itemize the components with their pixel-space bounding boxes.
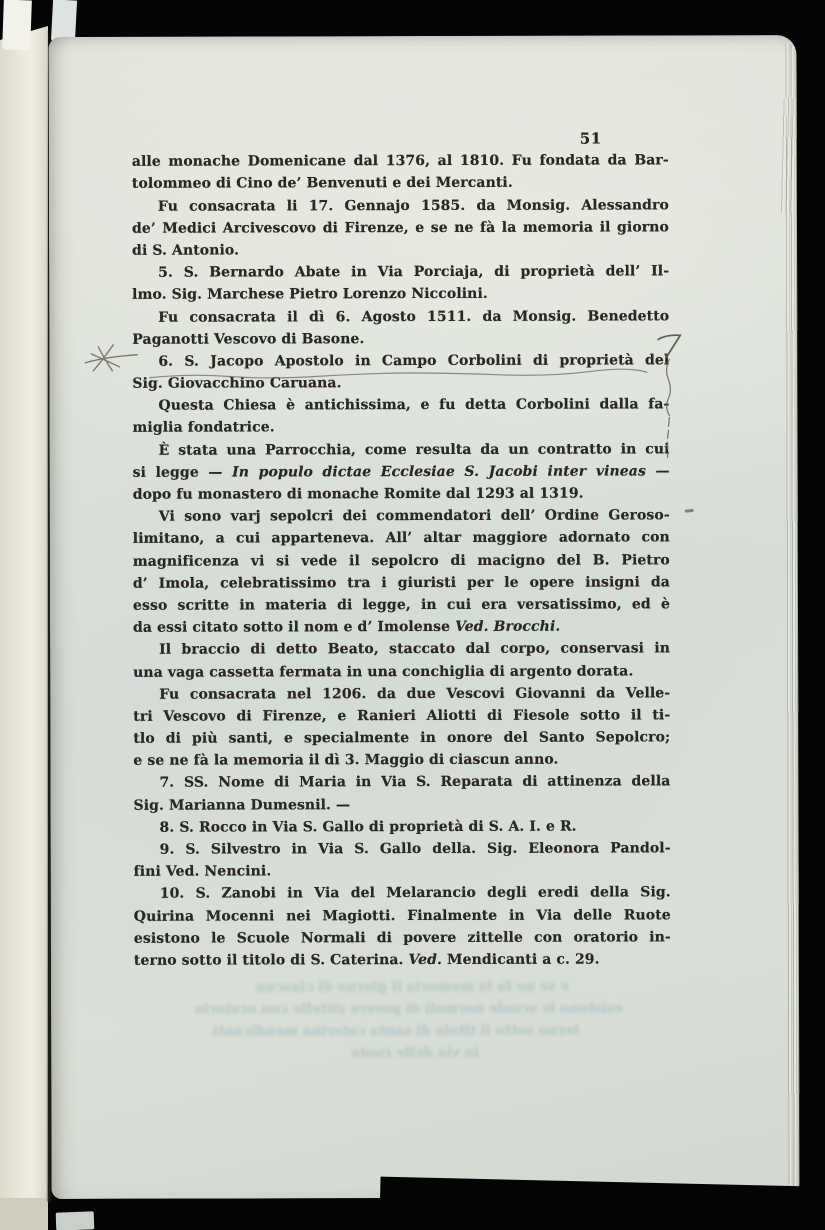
text-line: 7. SS. Nome di Maria in Via S. Reparata di attinenza della [159, 773, 671, 792]
text-line: Fu consacrata li 17. Gennajo 1585. da Monsig. Alessandro [157, 196, 669, 215]
text-line: limitano, a cui apparteneva. All’ altar maggiore adornato con [132, 529, 670, 548]
text-line: magnificenza vi si vede il sepolcro di macigno del B. Pietro [132, 551, 670, 570]
bleed-through-line: e se ne fa la memoria il giorno di ciascun [255, 978, 569, 996]
text-line: Vi sono varj sepolcri dei commendatori dell’ Ordine Geroso- [158, 507, 670, 525]
text-line: Quirina Mocenni nei Magiotti. Finalmente in Via delle Ruote [133, 906, 671, 925]
bottom-edge-shadow [380, 1177, 825, 1230]
text-line: una vaga cassetta fermata in una conchiglia di argento dorata. [133, 662, 634, 681]
text-line: di S. Antonio. [132, 242, 240, 259]
text-line: esso scritte in materia di legge, in cui era versatissimo, ed è [132, 596, 670, 614]
text-line: esistono le Scuole Normali di povere zittelle con oratorio in- [133, 929, 671, 947]
book-page [48, 35, 799, 1199]
pencil-underline-mark [149, 369, 649, 382]
text-line: Il braccio di detto Beato, staccato dal corpo, conservasi in [159, 640, 671, 659]
page-curl-lines [779, 97, 796, 215]
pencil-asterisk-mark [83, 339, 141, 379]
text-line: si legge — In populo dictae Ecclesiae S. Jacobi inter vineas — [132, 463, 670, 481]
text-line: terno sotto il titolo di S. Caterina. Ved. Mendicanti a c. 29. [133, 951, 600, 969]
text-block [132, 127, 671, 972]
text-line: fini Ved. Nencini. [133, 863, 272, 880]
facing-page-edge-foot [0, 1198, 48, 1230]
page-corner-tab [2, 0, 32, 50]
text-line: Sig. Marianna Dumesnil. — [133, 796, 351, 814]
text-line: 10. S. Zanobi in Via del Melarancio degli eredi della Sig. [159, 884, 671, 903]
text-line: Sig. Giovacchino Caruana. [132, 375, 342, 392]
text-line: d’ Imola, celebratissimo tra i giuristi per le opere insigni da [132, 574, 670, 592]
handwritten-seven [655, 331, 685, 359]
pencil-dash-mark [685, 509, 694, 512]
text-line: de’ Medici Arcivescovo di Firenze, e se ne fà la memoria il giorno [131, 219, 670, 237]
bleed-through-line: in via delle ruote [350, 1044, 480, 1062]
text-line: tlo di più santi, e specialmente in onore del Santo Sepolcro; [133, 729, 671, 747]
bleed-through-line: esistono le scuole normali di povere zittelle con oratorio [194, 1000, 624, 1018]
text-line: 8. S. Rocco in Via S. Gallo di proprietà di S. A. I. e R. [159, 818, 577, 836]
text-line: Paganotti Vescovo di Basone. [132, 330, 365, 348]
text-line: Questa Chiesa è antichissima, e fu detta Corbolini dalla fa- [158, 396, 670, 414]
text-line: dopo fu monastero di monache Romite dal 1293 al 1319. [132, 485, 584, 503]
text-line: miglia fondatrice. [132, 419, 275, 437]
bleed-through-line: terno sotto il titolo di santa caterina mendicanti [212, 1022, 580, 1040]
text-line: alle monache Domenicane dal 1376, al 1810. Fu fondata da Bar- [131, 152, 669, 170]
pencil-squiggle-mark [661, 357, 679, 459]
page-edge-stack [784, 43, 799, 1191]
text-line: tri Vescovo di Firenze, e Ranieri Aliotti di Fiesole sotto il ti- [133, 707, 671, 725]
text-line: e se ne fà la memoria il dì 3. Maggio di ciascun anno. [133, 751, 559, 770]
folio-slot [132, 127, 669, 151]
text-line: lmo. Sig. Marchese Pietro Lorenzo Niccolini. [132, 286, 488, 304]
text-line: Fu consacrata il dì 6. Agosto 1511. da Monsig. Benedetto [158, 307, 670, 326]
text-line: 6. S. Jacopo Apostolo in Campo Corbolini di proprietà del [158, 352, 670, 370]
text-line: 9. S. Silvestro in Via S. Gallo della. Sig. Eleonora Pandol- [159, 840, 671, 858]
text-line: da essi citato sotto il nom e d’ Imolense Ved. Brocchi. [133, 618, 561, 636]
text-line: Fu consacrata nel 1206. da due Vescovi Giovanni da Velle- [159, 685, 671, 703]
text-line: 5. S. Bernardo Abate in Via Porciaja, di proprietà dell’ Il- [158, 263, 670, 281]
page-corner-tab-bottom [56, 1211, 95, 1230]
text-line: tolommeo di Cino de’ Benvenuti e dei Mercanti. [131, 175, 513, 193]
page-number: 51 [579, 129, 602, 148]
facing-page-edge [0, 26, 48, 1230]
bleed-through-text [139, 975, 661, 1064]
text-line: È stata una Parrocchia, come resulta da un contratto in cui [158, 440, 670, 459]
